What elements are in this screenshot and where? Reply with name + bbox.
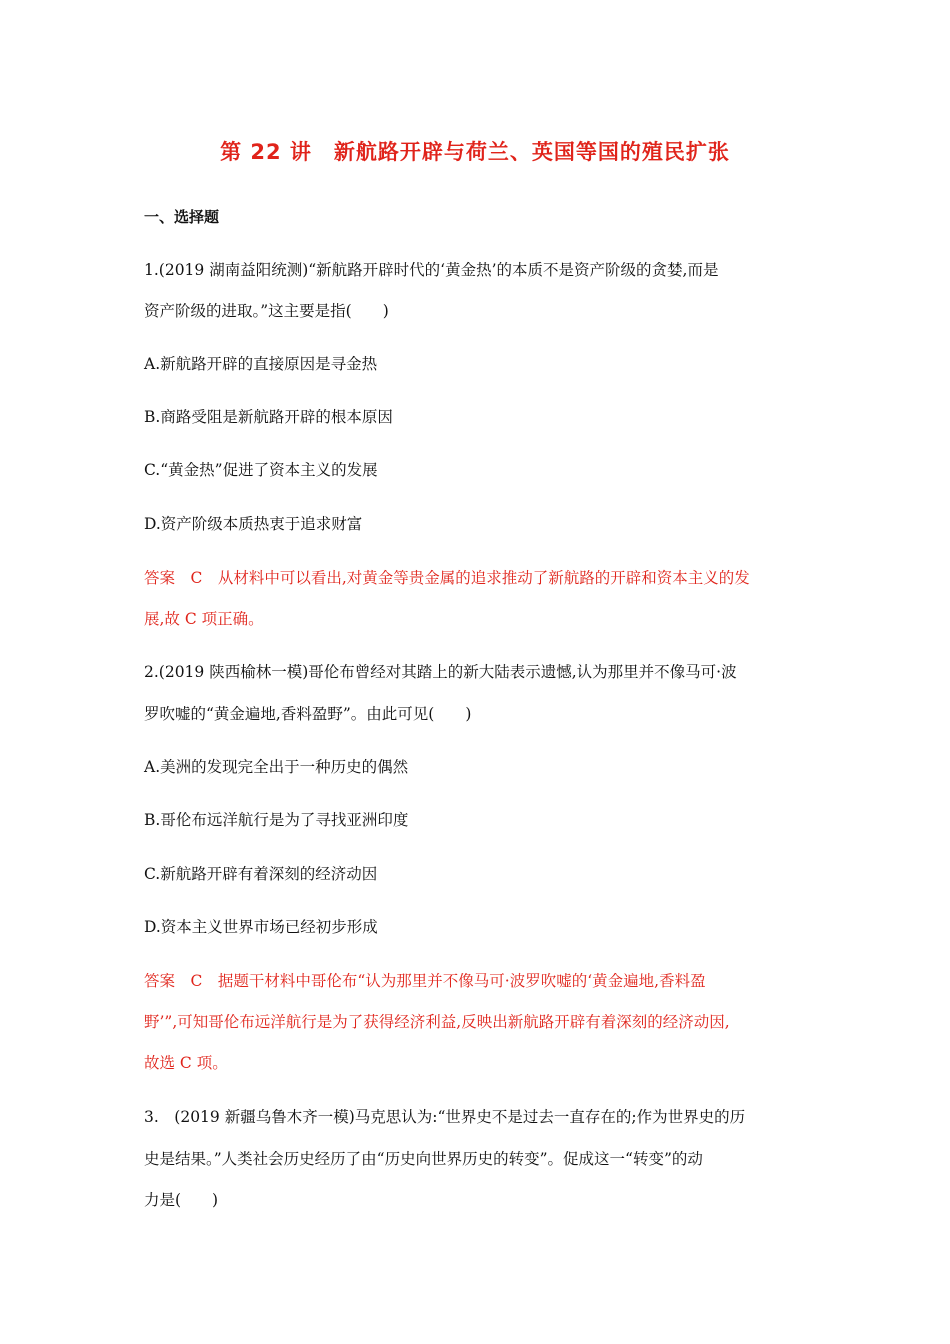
q2-option-b: B.哥伦布远洋航行是为了寻找亚洲印度 — [144, 811, 409, 829]
q3-stem-line: 3. (2019 新疆乌鲁木齐一模)马克思认为:“世界史不是过去一直存在的;作为世界史的历 — [144, 1108, 746, 1126]
q1-option-c: C.“黄金热”促进了资本主义的发展 — [144, 461, 378, 479]
q1-stem-line: 1.(2019 湖南益阳统测)“新航路开辟时代的‘黄金热’的本质不是资产阶级的贪婪,而是 — [144, 261, 719, 279]
q2-stem-line: 罗吹嘘的“黄金遍地,香料盈野”。由此可见( ) — [144, 705, 472, 723]
q2-answer-line: 答案 C 据题干材料中哥伦布“认为那里并不像马可·波罗吹嘘的‘黄金遍地,香料盈 — [144, 972, 706, 990]
q2-option-d: D.资本主义世界市场已经初步形成 — [144, 918, 378, 936]
q1-answer-line: 答案 C 从材料中可以看出,对黄金等贵金属的追求推动了新航路的开辟和资本主义的发 — [144, 569, 750, 587]
q1-option-a: A.新航路开辟的直接原因是寻金热 — [144, 355, 378, 373]
page-title: 第 22 讲 新航路开辟与荷兰、英国等国的殖民扩张 — [220, 140, 730, 164]
q2-stem-line: 2.(2019 陕西榆林一模)哥伦布曾经对其踏上的新大陆表示遗憾,认为那里并不像马可·波 — [144, 663, 737, 681]
q1-option-d: D.资产阶级本质热衷于追求财富 — [144, 515, 363, 533]
q1-stem-line: 资产阶级的进取。”这主要是指( ) — [144, 302, 389, 320]
q3-stem-line: 史是结果。”人类社会历史经历了由“历史向世界历史的转变”。促成这一“转变”的动 — [144, 1150, 703, 1168]
q1-answer-line: 展,故 C 项正确。 — [144, 610, 264, 628]
q2-answer-line: 故选 C 项。 — [144, 1054, 228, 1072]
q2-option-a: A.美洲的发现完全出于一种历史的偶然 — [144, 758, 409, 776]
q3-stem-line: 力是( ) — [144, 1191, 219, 1209]
section-heading: 一、选择题 — [144, 208, 220, 226]
q2-option-c: C.新航路开辟有着深刻的经济动因 — [144, 865, 378, 883]
q2-answer-line: 野’”,可知哥伦布远洋航行是为了获得经济利益,反映出新航路开辟有着深刻的经济动因, — [144, 1013, 730, 1031]
q1-option-b: B.商路受阻是新航路开辟的根本原因 — [144, 408, 393, 426]
